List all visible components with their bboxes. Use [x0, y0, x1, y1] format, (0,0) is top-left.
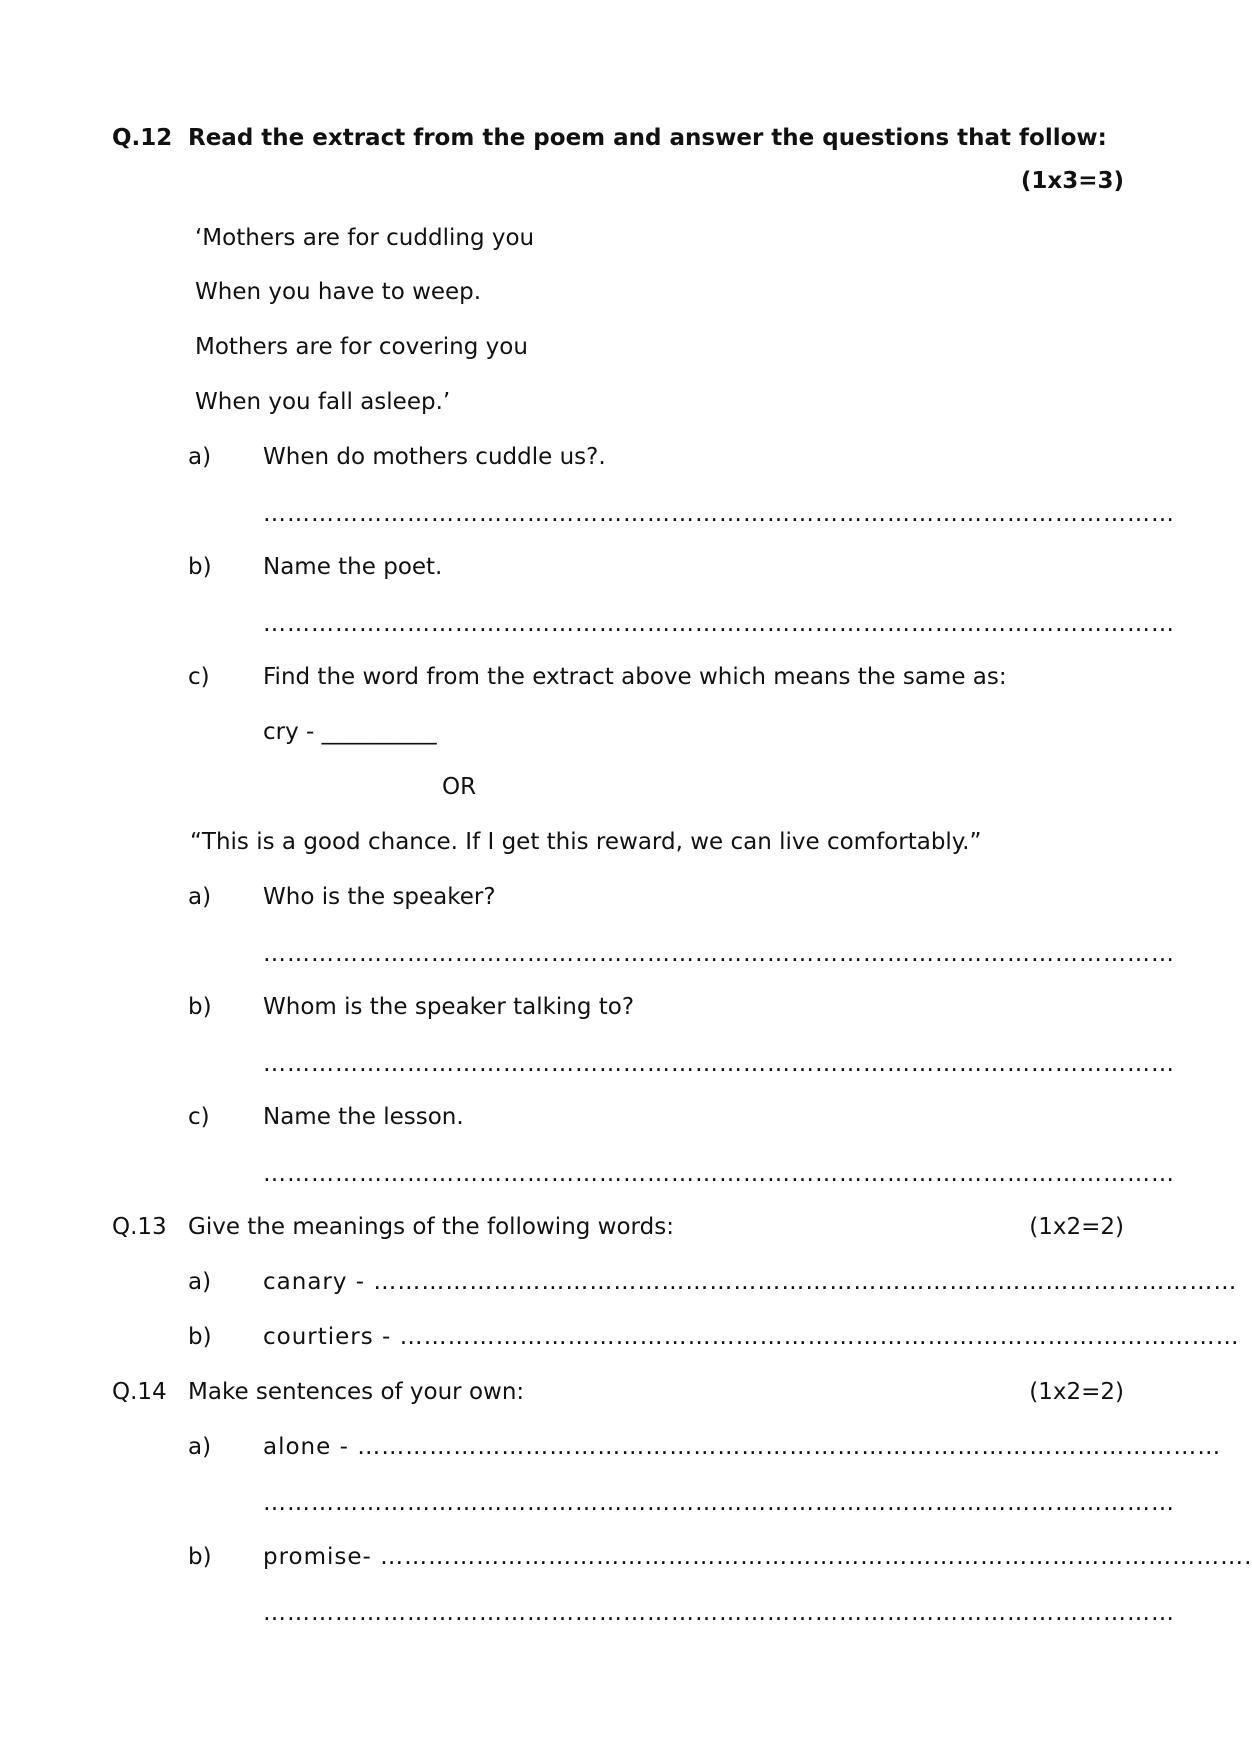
q12b-question: Name the poet.	[263, 554, 443, 580]
or-separator: OR	[442, 774, 477, 800]
q12a-answer-line[interactable]: ……………………………………………………………………………………………………	[263, 501, 1175, 527]
q14b-label: b)	[188, 1544, 212, 1570]
poem-line-3: Mothers are for covering you	[195, 334, 528, 360]
q12-alt-b-label: b)	[188, 994, 212, 1020]
q12c-answer-blank[interactable]: cry - __________	[263, 719, 437, 745]
q13a-item[interactable]: canary - ………………………………………………………………………………………………	[263, 1269, 1238, 1295]
q12-alt-b-answer-line[interactable]: ……………………………………………………………………………………………………	[263, 1051, 1175, 1077]
q12-alt-c-question: Name the lesson.	[263, 1104, 464, 1130]
q12a-label: a)	[188, 444, 212, 470]
q12-alt-b-question: Whom is the speaker talking to?	[263, 994, 635, 1020]
poem-line-2: When you have to weep.	[195, 279, 482, 305]
q12a-question: When do mothers cuddle us?.	[263, 444, 606, 470]
q14a-answer-line[interactable]: ……………………………………………………………………………………………………	[263, 1490, 1175, 1516]
prose-quote: “This is a good chance. If I get this reward, we can live comfortably.”	[190, 829, 982, 855]
q13b-label: b)	[188, 1324, 212, 1350]
q14a-label: a)	[188, 1434, 212, 1460]
q14-number: Q.14	[112, 1379, 167, 1405]
q13a-label: a)	[188, 1269, 212, 1295]
q12c-question: Find the word from the extract above which means the same as:	[263, 664, 1007, 690]
q12-heading: Read the extract from the poem and answer the questions that follow:	[188, 125, 1107, 151]
q12-marks: (1x3=3)	[1020, 168, 1124, 194]
q13-number: Q.13	[112, 1214, 167, 1240]
q14-marks: (1x2=2)	[1029, 1379, 1124, 1405]
q14a-item[interactable]: alone - ………………………………………………………………………………………………	[263, 1434, 1222, 1460]
q12-alt-c-answer-line[interactable]: ……………………………………………………………………………………………………	[263, 1161, 1175, 1187]
q12-alt-a-answer-line[interactable]: ……………………………………………………………………………………………………	[263, 941, 1175, 967]
q12c-label: c)	[188, 664, 210, 690]
q13-heading: Give the meanings of the following words:	[188, 1214, 674, 1240]
q13b-item[interactable]: courtiers - ……………………………………………………………………………………………	[263, 1324, 1240, 1350]
q13-marks: (1x2=2)	[1029, 1214, 1124, 1240]
poem-line-1: ‘Mothers are for cuddling you	[195, 225, 535, 251]
poem-line-4: When you fall asleep.’	[195, 389, 451, 415]
q14b-answer-line[interactable]: ……………………………………………………………………………………………………	[263, 1600, 1175, 1626]
q12-number: Q.12	[112, 125, 173, 151]
q12b-answer-line[interactable]: ……………………………………………………………………………………………………	[263, 611, 1175, 637]
q14-heading: Make sentences of your own:	[188, 1379, 525, 1405]
q12-alt-a-label: a)	[188, 884, 212, 910]
q14b-item[interactable]: promise- ……………………………………………………………………………………………….	[263, 1544, 1252, 1570]
q12-alt-c-label: c)	[188, 1104, 210, 1130]
q12-alt-a-question: Who is the speaker?	[263, 884, 496, 910]
q12b-label: b)	[188, 554, 212, 580]
